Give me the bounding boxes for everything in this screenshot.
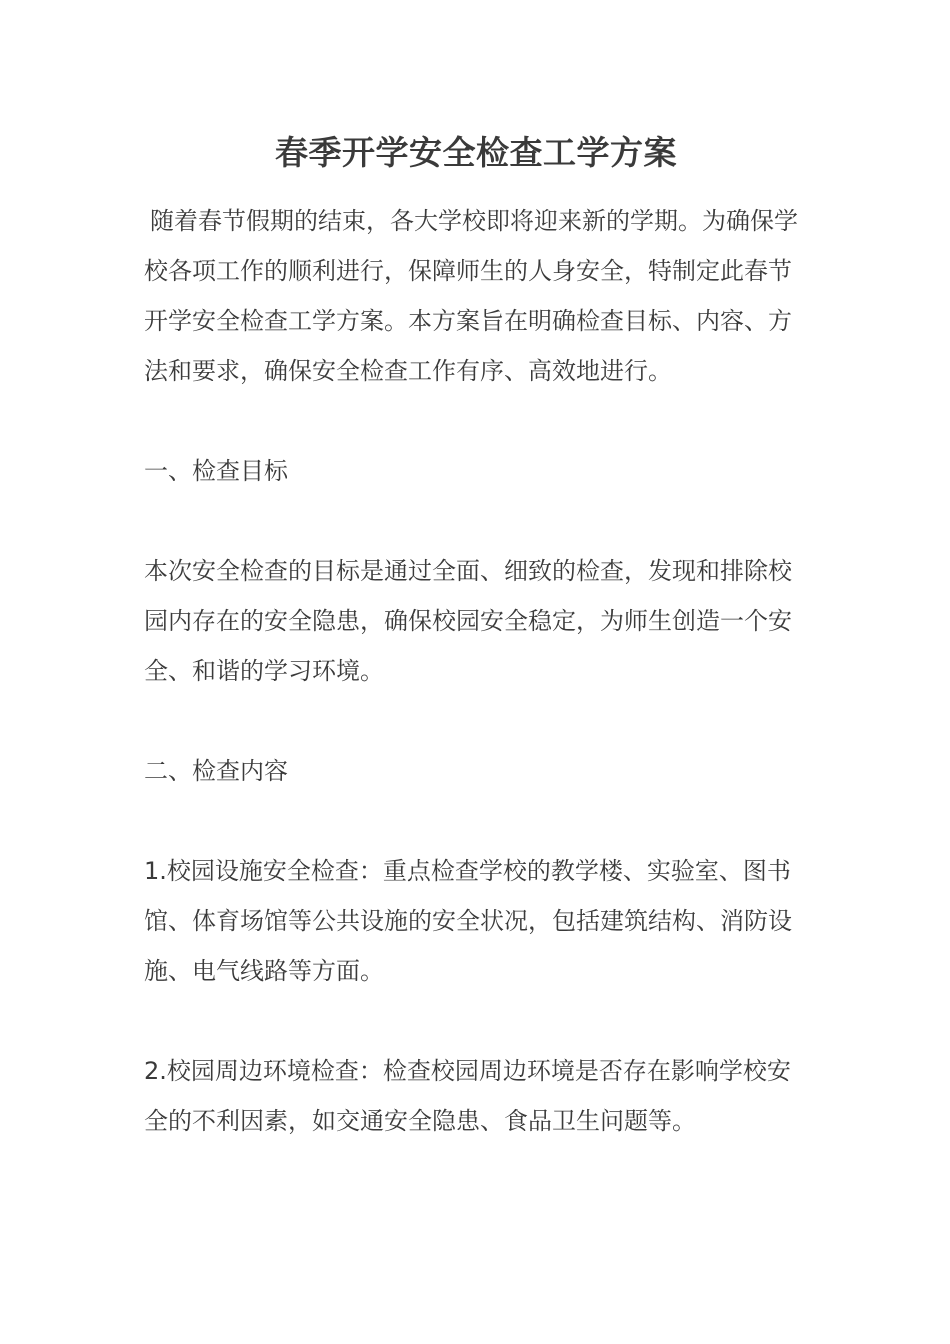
content-item-environment: 2.校园周边环境检查：检查校园周边环境是否存在影响学校安全的不利因素，如交通安全隐患、食品卫生问题等。 bbox=[144, 1057, 791, 1135]
section-heading-goals: 一、检查目标 bbox=[144, 457, 288, 485]
paragraph-spacer bbox=[144, 996, 808, 1046]
document-title: 春季开学安全检查工学方案 bbox=[275, 133, 677, 172]
section-heading-content: 二、检查内容 bbox=[144, 757, 288, 785]
paragraph-spacer bbox=[144, 696, 808, 746]
intro-paragraph: 随着春节假期的结束，各大学校即将迎来新的学期。为确保学校各项工作的顺利进行，保障师生的人身安全，特制定此春节开学安全检查工学方案。本方案旨在明确检查目标、内容、方法和要求，确保安全检查工作有序、高效地进行。 bbox=[144, 207, 798, 385]
content-item-facilities: 1.校园设施安全检查：重点检查学校的教学楼、实验室、图书馆、体育场馆等公共设施的安全状况，包括建筑结构、消防设施、电气线路等方面。 bbox=[144, 857, 792, 985]
paragraph-spacer bbox=[144, 796, 808, 846]
goals-paragraph: 本次安全检查的目标是通过全面、细致的检查，发现和排除校园内存在的安全隐患，确保校园安全稳定，为师生创造一个安全、和谐的学习环境。 bbox=[144, 557, 792, 685]
paragraph-spacer bbox=[144, 396, 808, 446]
paragraph-spacer bbox=[144, 496, 808, 546]
